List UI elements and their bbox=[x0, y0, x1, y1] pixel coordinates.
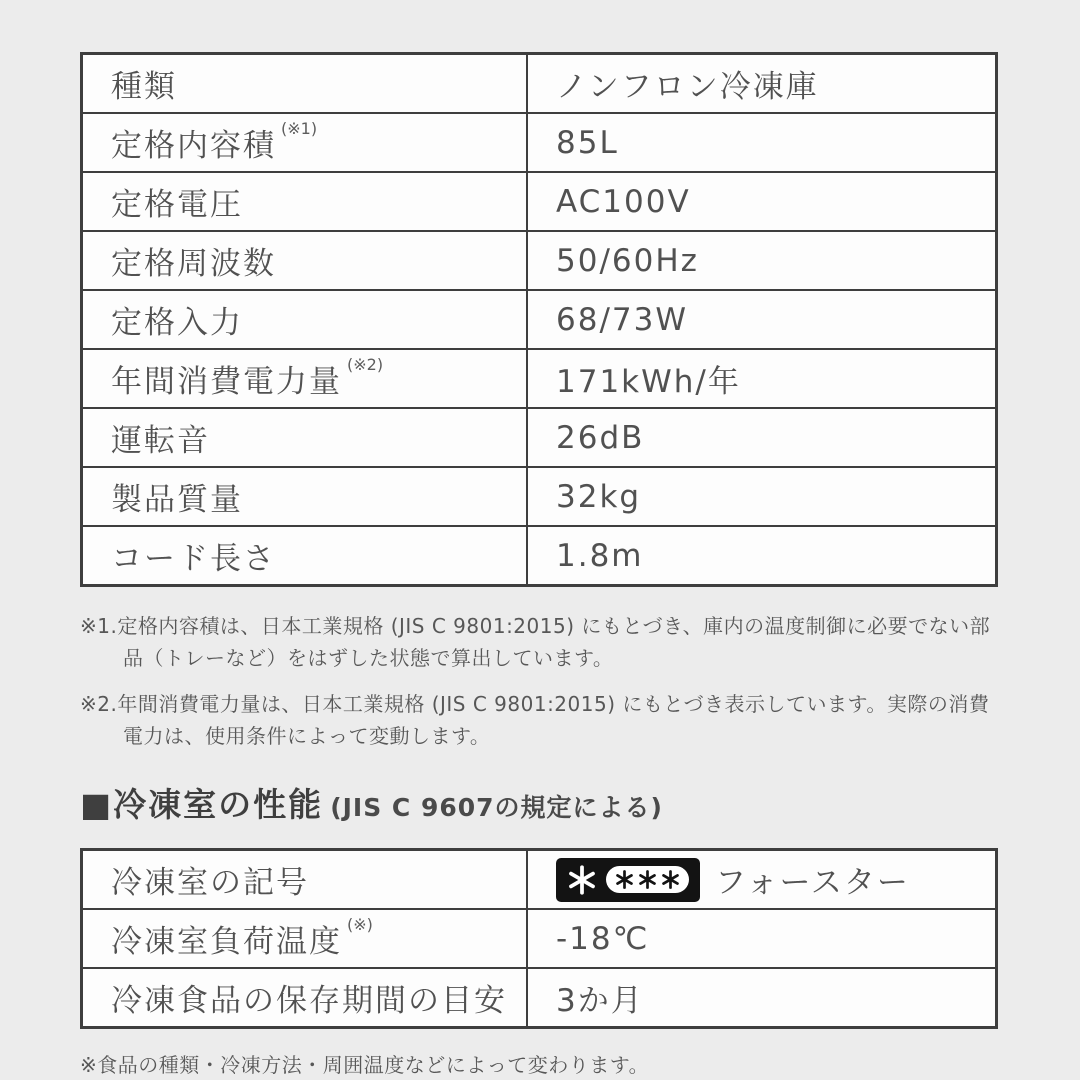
spec-label-cell bbox=[82, 54, 528, 114]
spec-label: 製品質量 bbox=[111, 482, 243, 518]
spec-label: 年間消費電力量 bbox=[111, 364, 342, 400]
footnote-marker: ※1. bbox=[80, 614, 118, 638]
spec-value-cell: 50/60Hz bbox=[527, 231, 997, 290]
table-row bbox=[82, 172, 997, 231]
table-row bbox=[82, 231, 997, 290]
footnote-2 bbox=[80, 689, 1000, 752]
spec-table bbox=[80, 52, 998, 587]
spec-value-cell: 85L bbox=[527, 113, 997, 172]
spec-label: 定格入力 bbox=[111, 305, 243, 341]
spec-label: 定格電圧 bbox=[111, 187, 243, 223]
spec-label-cell bbox=[82, 850, 528, 910]
snowflake-icon bbox=[661, 870, 680, 889]
spec-label-cell bbox=[82, 113, 528, 172]
spec-label: コード長さ bbox=[111, 541, 276, 577]
section-heading bbox=[80, 779, 1000, 826]
table-row bbox=[82, 113, 997, 172]
spec-value-cell: 1.8m bbox=[527, 526, 997, 586]
table-row bbox=[82, 909, 997, 968]
table-row bbox=[82, 968, 997, 1028]
footnote-ref: (※2) bbox=[347, 354, 384, 374]
section-subtitle: (JIS C 9607の規定による) bbox=[330, 793, 663, 823]
spec-label-cell bbox=[82, 231, 528, 290]
bottom-footnote: ※食品の種類・冷凍方法・周囲温度などによって変わります。 bbox=[80, 1053, 650, 1078]
four-star-cell bbox=[556, 857, 995, 902]
spec-value-cell: 32kg bbox=[527, 467, 997, 526]
section-title: ■冷凍室の性能 bbox=[80, 785, 324, 825]
three-star-pill bbox=[606, 866, 689, 893]
footnote-1 bbox=[80, 611, 1000, 674]
spec-label-cell bbox=[82, 172, 528, 231]
spec-label: 運転音 bbox=[111, 423, 210, 459]
footnotes bbox=[80, 611, 1000, 752]
snowflake-icon bbox=[567, 865, 597, 895]
spec-label-cell bbox=[82, 408, 528, 467]
snowflake-icon bbox=[615, 870, 634, 889]
spec-label-cell bbox=[82, 290, 528, 349]
spec-label: 定格周波数 bbox=[111, 246, 276, 282]
spec-label: 冷凍食品の保存期間の目安 bbox=[111, 983, 507, 1020]
table-row bbox=[82, 54, 997, 114]
table-row bbox=[82, 467, 997, 526]
spec-value-cell: -18℃ bbox=[527, 909, 997, 968]
table-row bbox=[82, 526, 997, 586]
spec-value-cell: ノンフロン冷凍庫 bbox=[527, 54, 997, 114]
footnote-text: 定格内容積は、日本工業規格 (JIS C 9801:2015) にもとづき、庫内の温度制御に必要でない部品（トレーなど）をはずした状態で算出しています。 bbox=[117, 614, 991, 670]
spec-value-cell: 3か月 bbox=[527, 968, 997, 1028]
four-star-label: フォースター bbox=[715, 865, 910, 902]
spec-label: 冷凍室負荷温度 bbox=[111, 924, 342, 961]
spec-value-cell: 68/73W bbox=[527, 290, 997, 349]
table-row bbox=[82, 408, 997, 467]
spec-label-cell bbox=[82, 349, 528, 408]
spec-label: 冷凍室の記号 bbox=[111, 865, 309, 902]
freezer-table bbox=[80, 848, 998, 1029]
spec-label: 種類 bbox=[111, 69, 177, 105]
spec-label-cell bbox=[82, 467, 528, 526]
spec-label-cell bbox=[82, 909, 528, 968]
footnote-ref: (※1) bbox=[281, 118, 318, 138]
spec-label-cell bbox=[82, 968, 528, 1028]
footnote-ref: (※) bbox=[347, 915, 373, 935]
spec-value-cell: AC100V bbox=[527, 172, 997, 231]
snowflake-icon bbox=[638, 870, 657, 889]
footnote-text: 年間消費電力量は、日本工業規格 (JIS C 9801:2015) にもとづき表示しています。実際の消費電力は、使用条件によって変動します。 bbox=[117, 692, 990, 748]
table-row bbox=[82, 349, 997, 408]
spec-value-cell: 171kWh/年 bbox=[527, 349, 997, 408]
footnote-marker: ※2. bbox=[80, 692, 118, 717]
four-star-mark bbox=[556, 858, 700, 902]
spec-value-cell bbox=[527, 850, 997, 910]
spec-label-cell bbox=[82, 526, 528, 586]
spec-value-cell: 26dB bbox=[527, 408, 997, 467]
spec-label: 定格内容積 bbox=[111, 128, 276, 164]
table-row bbox=[82, 290, 997, 349]
table-row bbox=[82, 850, 997, 910]
